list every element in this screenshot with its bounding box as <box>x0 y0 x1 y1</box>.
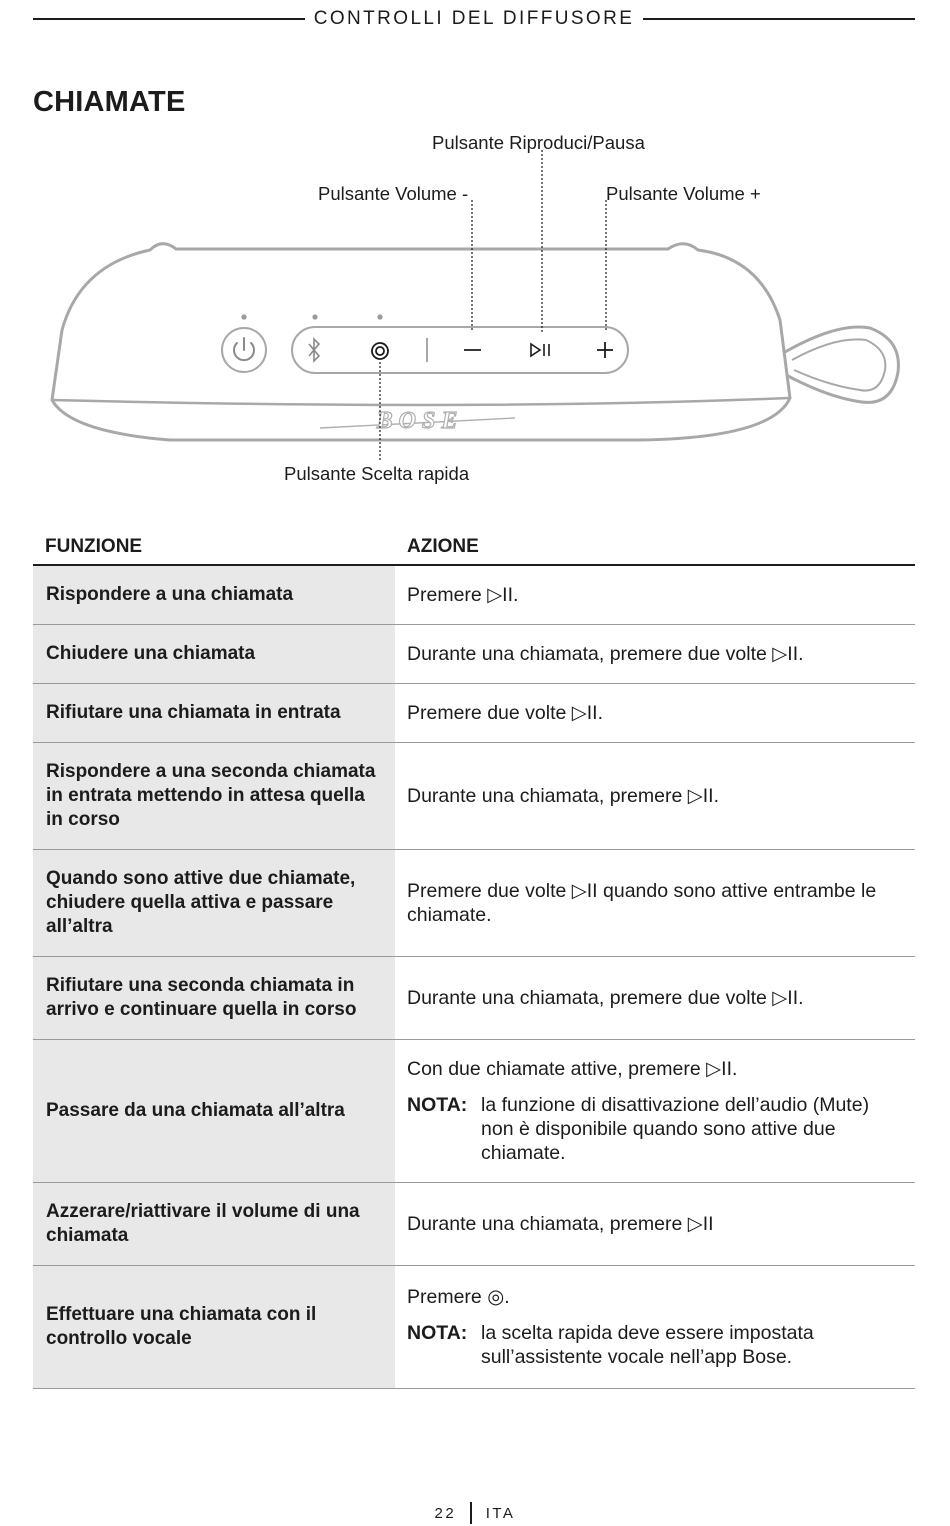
function-cell: Rispondere a una seconda chiamata in entrata mettendo in attesa quella in corso <box>33 743 395 849</box>
header-title: CONTROLLI DEL DIFFUSORE <box>313 8 635 29</box>
action-cell <box>395 1183 915 1265</box>
bluetooth-icon <box>309 339 319 361</box>
function-cell: Passare da una chiamata all’altra <box>33 1040 395 1182</box>
language-code: ITA <box>485 1504 516 1522</box>
footer-separator <box>470 1502 472 1524</box>
bose-logo <box>320 408 515 434</box>
action-cell <box>395 566 915 624</box>
action-text: Durante una chiamata, premere ▷II. <box>407 785 719 807</box>
control-bar <box>292 327 628 373</box>
table-row <box>33 957 915 1040</box>
page-footer <box>0 1500 950 1526</box>
table-row <box>33 1040 915 1183</box>
function-cell: Quando sono attive due chiamate, chiudere quella attiva e passare all’altra <box>33 850 395 956</box>
table-row <box>33 1183 915 1266</box>
note <box>407 1321 901 1369</box>
note <box>407 1093 901 1165</box>
callout-volume-up: Pulsante Volume + <box>606 183 761 204</box>
callout-shortcut: Pulsante Scelta rapida <box>284 463 470 484</box>
function-cell: Rifiutare una seconda chiamata in arrivo e continuare quella in corso <box>33 957 395 1039</box>
note-label: NOTA: <box>407 1094 468 1116</box>
table-row <box>33 566 915 625</box>
action-text: Con due chiamate attive, premere ▷II. <box>407 1058 738 1080</box>
led-dot <box>241 314 246 319</box>
table-row <box>33 684 915 743</box>
action-cell <box>395 1040 915 1182</box>
bose-logo-text: BOSE <box>376 408 464 434</box>
section-title: CHIAMATE <box>33 86 186 118</box>
action-cell <box>395 957 915 1039</box>
function-cell: Rifiutare una chiamata in entrata <box>33 684 395 742</box>
action-cell <box>395 743 915 849</box>
note-text: la funzione di disattivazione dell’audio (Mute) non è disponibile quando sono attive due chiamate. <box>481 1094 870 1164</box>
note-label: NOTA: <box>407 1322 468 1344</box>
calls-table <box>33 530 915 1389</box>
action-text: Durante una chiamata, premere ▷II <box>407 1213 714 1235</box>
action-text: Durante una chiamata, premere due volte ▷II. <box>407 643 804 665</box>
speaker-diagram <box>0 0 950 500</box>
action-text: Premere due volte ▷II quando sono attive entrambe le chiamate. <box>407 880 877 926</box>
speaker-base-line <box>52 398 790 405</box>
table-row <box>33 850 915 957</box>
table-row <box>33 743 915 850</box>
led-dot <box>312 314 317 319</box>
shortcut-icon <box>372 343 388 359</box>
callout-volume-down: Pulsante Volume - <box>318 183 469 204</box>
strap-loop <box>785 327 898 402</box>
function-cell: Effettuare una chiamata con il controllo vocale <box>33 1266 395 1388</box>
action-text: Premere due volte ▷II. <box>407 702 603 724</box>
header-function: FUNZIONE <box>45 536 143 557</box>
play-pause-icon <box>531 344 549 356</box>
power-icon <box>234 338 254 360</box>
page-number: 22 <box>434 1504 457 1522</box>
header-action: AZIONE <box>407 536 479 557</box>
plus-icon <box>597 342 613 358</box>
action-cell <box>395 1266 915 1388</box>
action-text: Durante una chiamata, premere due volte ▷II. <box>407 987 804 1009</box>
note-text: la scelta rapida deve essere impostata sull’assistente vocale nell’app Bose. <box>481 1322 814 1368</box>
function-cell: Rispondere a una chiamata <box>33 566 395 624</box>
function-cell: Azzerare/riattivare il volume di una chiamata <box>33 1183 395 1265</box>
function-cell: Chiudere una chiamata <box>33 625 395 683</box>
action-text: Premere ◎. <box>407 1286 510 1308</box>
action-cell <box>395 850 915 956</box>
action-cell <box>395 625 915 683</box>
led-dot <box>377 314 382 319</box>
table-row <box>33 625 915 684</box>
action-cell <box>395 684 915 742</box>
table-row <box>33 1266 915 1389</box>
table-header <box>33 530 915 566</box>
action-text: Premere ▷II. <box>407 584 519 606</box>
callout-play-pause: Pulsante Riproduci/Pausa <box>432 132 645 153</box>
